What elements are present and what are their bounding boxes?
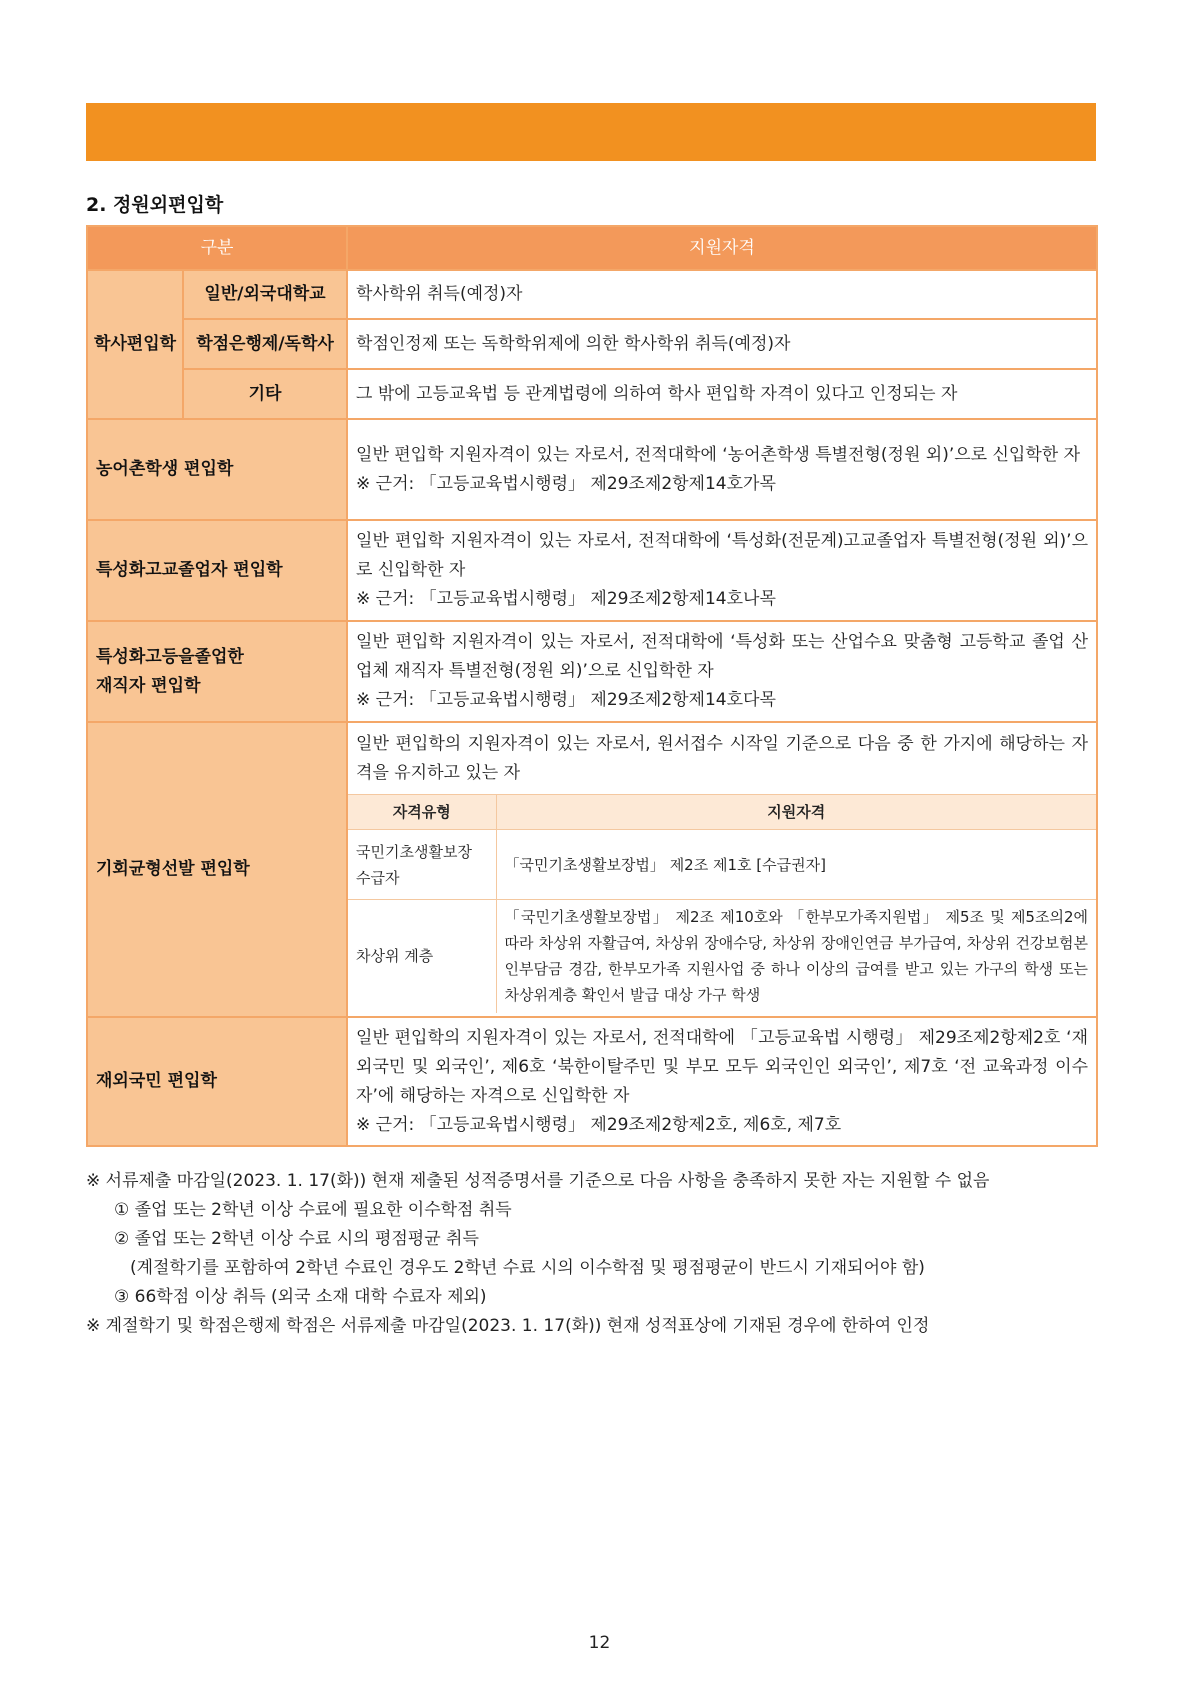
header-qualification: 지원자격 — [347, 226, 1097, 270]
row-label: 특성화고교졸업자 편입학 — [87, 520, 347, 621]
subtable-header-row — [348, 795, 1096, 830]
bachelor-group-label: 학사편입학 — [87, 270, 183, 419]
table-row — [87, 621, 1097, 722]
row-description: 일반 편입학 지원자격이 있는 자로서, 전적대학에 ‘농어촌학생 특별전형(정원 외)’으로 신입학한 자 — [356, 444, 1080, 465]
row-text — [347, 621, 1097, 722]
section-title: 2. 정원외편입학 — [86, 194, 224, 216]
row-description: 일반 편입학 지원자격이 있는 자로서, 전적대학에 ‘특성화 또는 산업수요 맞춤형 고등학교 졸업 산업체 재직자 특별전형(정원 외)’으로 신입학한 자 — [356, 632, 1088, 681]
row-text: 그 밖에 고등교육법 등 관계법령에 의하여 학사 편입학 자격이 있다고 인정되는 자 — [347, 369, 1097, 419]
row-text — [347, 1017, 1097, 1146]
row-legal-note: ※ 근거: 「고등교육법시행령」 제29조제2항제14호나목 — [356, 589, 776, 609]
subtable-type: 차상위 계층 — [348, 900, 496, 1013]
row-label: 농어촌학생 편입학 — [87, 419, 347, 520]
table-row — [87, 419, 1097, 520]
table-header-row — [87, 226, 1097, 270]
row-label — [87, 621, 347, 722]
notes-section — [86, 1167, 1098, 1341]
row-description: 일반 편입학의 지원자격이 있는 자로서, 원서접수 시작일 기준으로 다음 중 한 가지에 해당하는 자격을 유지하고 있는 자 — [356, 734, 1088, 783]
table-row — [87, 520, 1097, 621]
row-label: 기회균형선발 편입학 — [87, 722, 347, 1017]
note-subitem: ② 졸업 또는 2학년 이상 수료 시의 평점평균 취득 — [114, 1229, 479, 1249]
page-number: 12 — [588, 1633, 611, 1653]
subtable-text: 「국민기초생활보장법」 제2조 제10호와 「한부모가족지원법」 제5조 및 제5조의2에 따라 차상위 자활급여, 차상위 장애수당, 차상위 장애인연금 부가급여, 차상위 건강보험본인부담금 경감, 한부모가족 지원사업 중 하나 이상의 급여를 받고 있는 가구의 학생 또는 차상위계층 확인서 발급 대상 가구 학생 — [496, 900, 1096, 1013]
table-row — [87, 1017, 1097, 1146]
subtable-header-qualification: 지원자격 — [496, 795, 1096, 830]
note-subitem-detail: (계절학기를 포함하여 2학년 수료인 경우도 2학년 수료 시의 이수학점 및 평점평균이 반드시 기재되어야 함) — [130, 1258, 925, 1278]
note-subitem: ① 졸업 또는 2학년 이상 수료에 필요한 이수학점 취득 — [114, 1200, 512, 1220]
note-subitem: ③ 66학점 이상 취득 (외국 소재 대학 수료자 제외) — [114, 1287, 487, 1307]
row-label: 기타 — [183, 369, 347, 419]
row-label: 재외국민 편입학 — [87, 1017, 347, 1146]
subtable-type — [348, 830, 496, 900]
note-item: ※ 계절학기 및 학점은행제 학점은 서류제출 마감일(2023. 1. 17(화)) 현재 성적표상에 기재된 경우에 한하여 인정 — [86, 1316, 930, 1336]
row-label-line: 재직자 편입학 — [96, 675, 201, 696]
row-text — [347, 520, 1097, 621]
row-text — [347, 419, 1097, 520]
subtable-header-type: 자격유형 — [348, 795, 496, 830]
subtable-row — [348, 830, 1096, 900]
subtable-text: 「국민기초생활보장법」 제2조 제1호 [수급권자] — [496, 830, 1096, 900]
row-legal-note: ※ 근거: 「고등교육법시행령」 제29조제2항제2호, 제6호, 제7호 — [356, 1114, 842, 1135]
row-text: 학점인정제 또는 독학학위제에 의한 학사학위 취득(예정)자 — [347, 319, 1097, 369]
table-row — [87, 270, 1097, 319]
table-row — [87, 722, 1097, 1017]
table-row — [87, 319, 1097, 369]
row-label-line: 특성화고등을졸업한 — [96, 646, 244, 667]
row-description: 일반 편입학 지원자격이 있는 자로서, 전적대학에 ‘특성화(전문계)고교졸업자 특별전형(정원 외)’으로 신입학한 자 — [356, 531, 1088, 580]
row-label: 학점은행제/독학사 — [183, 319, 347, 369]
subtable-row — [348, 900, 1096, 1013]
eligibility-subtable — [348, 794, 1096, 1013]
row-legal-note: ※ 근거: 「고등교육법시행령」 제29조제2항제14호가목 — [356, 473, 776, 494]
row-label: 일반/외국대학교 — [183, 270, 347, 319]
note-item: ※ 서류제출 마감일(2023. 1. 17(화)) 현재 제출된 성적증명서를 기준으로 다음 사항을 충족하지 못한 자는 지원할 수 없음 — [86, 1171, 990, 1191]
subtable-type-line: 수급자 — [356, 868, 400, 887]
row-text: 학사학위 취득(예정)자 — [347, 270, 1097, 319]
subtable-type-line: 국민기초생활보장 — [356, 842, 472, 861]
table-row — [87, 369, 1097, 419]
header-banner — [86, 103, 1096, 161]
row-description: 일반 편입학의 지원자격이 있는 자로서, 전적대학에 「고등교육법 시행령」 제29조제2항제2호 ‘재외국민 및 외국인’, 제6호 ‘북한이탈주민 및 부모 모두 외국인인 외국인’, 제7호 ‘전 교육과정 이수자’에 해당하는 자격으로 신입학한 자 — [356, 1027, 1088, 1106]
row-text — [347, 722, 1097, 1017]
row-legal-note: ※ 근거: 「고등교육법시행령」 제29조제2항제14호다목 — [356, 690, 776, 710]
qualification-table — [86, 225, 1098, 1147]
header-category: 구분 — [87, 226, 347, 270]
